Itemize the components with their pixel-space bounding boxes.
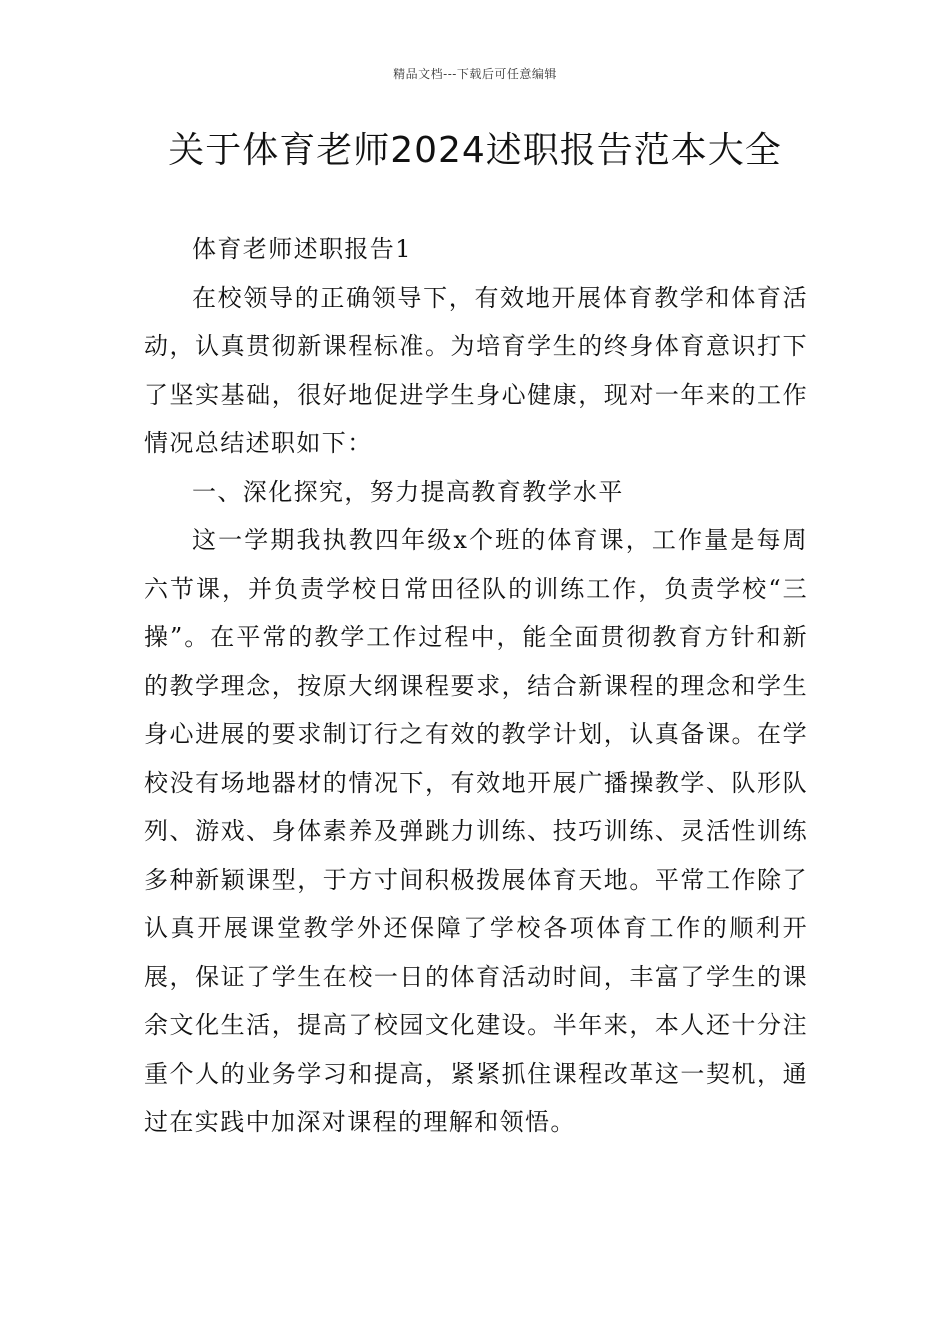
document-title: 关于体育老师2024述职报告范本大全 [168, 130, 782, 171]
intro-paragraph: 在校领导的正确领导下，有效地开展体育教学和体育活动，认真贯彻新课程标准。为培育学生的终身体育意识打下了坚实基础，很好地促进学生身心健康，现对一年来的工作情况总结述职如下： [144, 283, 808, 457]
page-header: 精品文档---下载后可任意编辑 [393, 67, 557, 81]
section-heading: 一、深化探究，努力提高教育教学水平 [192, 477, 624, 506]
report-subtitle: 体育老师述职报告1 [192, 235, 412, 263]
document-body [144, 225, 808, 1147]
body-paragraph: 这一学期我执教四年级x个班的体育课，工作量是每周六节课，并负责学校日常田径队的训练工作，负责学校“三操”。在平常的教学工作过程中，能全面贯彻教育方针和新的教学理念，按原大纲课程要求，结合新课程的理念和学生身心进展的要求制订行之有效的教学计划，认真备课。在学校没有场地器材的情况下，有效地开展广播操教学、队形队列、游戏、身体素养及弹跳力训练、技巧训练、灵活性训练多种新颖课型，于方寸间积极拨展体育天地。平常工作除了认真开展课堂教学外还保障了学校各项体育工作的顺利开展，保证了学生在校一日的体育活动时间，丰富了学生的课余文化生活，提高了校园文化建设。半年来，本人还十分注重个人的业务学习和提高，紧紧抓住课程改革这一契机，通过在实践中加深对课程的理解和领悟。 [144, 526, 808, 1136]
